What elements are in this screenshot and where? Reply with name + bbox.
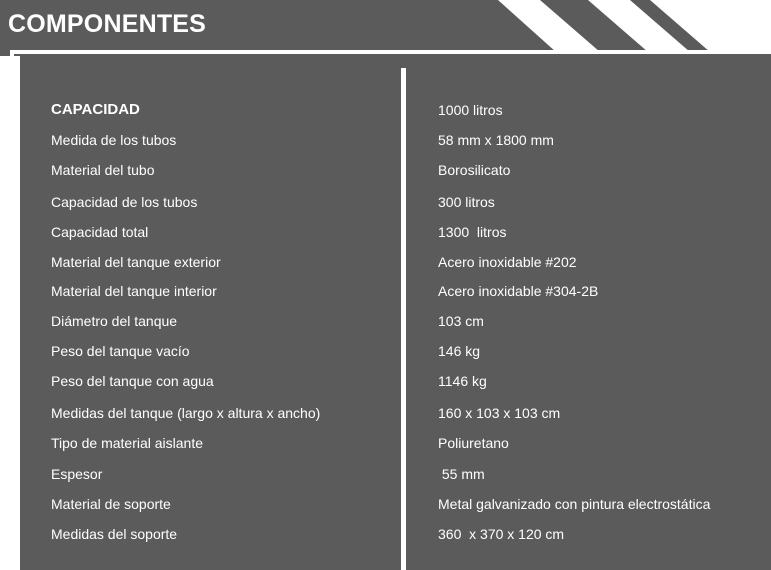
spec-row — [0, 129, 771, 151]
spec-row — [0, 402, 771, 424]
spec-label: CAPACIDAD — [51, 101, 140, 118]
spec-row — [0, 370, 771, 392]
spec-label: Material del tanque exterior — [51, 254, 221, 270]
spec-value: 55 mm — [438, 466, 485, 482]
spec-value: 1300 litros — [438, 224, 507, 240]
spec-label: Tipo de material aislante — [51, 435, 204, 451]
spec-row — [0, 280, 771, 302]
spec-label: Peso del tanque con agua — [51, 373, 214, 389]
spec-row — [0, 493, 771, 515]
spec-value: 58 mm x 1800 mm — [438, 132, 554, 148]
spec-row-capacidad — [0, 99, 771, 121]
spec-label: Material del tanque interior — [51, 283, 217, 299]
spec-label: Peso del tanque vacío — [51, 343, 190, 359]
spec-label: Capacidad total — [51, 224, 149, 240]
spec-value: 300 litros — [438, 194, 495, 210]
spec-value: 160 x 103 x 103 cm — [438, 405, 561, 421]
spec-row — [0, 523, 771, 545]
spec-value: 1000 litros — [438, 102, 503, 118]
spec-label: Medida de los tubos — [51, 132, 177, 148]
spec-value: 360 x 370 x 120 cm — [438, 526, 565, 542]
spec-value: 103 cm — [438, 313, 484, 329]
page-title: COMPONENTES — [8, 10, 207, 38]
spec-value: Acero inoxidable #202 — [438, 254, 577, 270]
spec-label: Diámetro del tanque — [51, 313, 178, 329]
spec-value: 146 kg — [438, 343, 481, 359]
spec-row — [0, 159, 771, 181]
spec-label: Capacidad de los tubos — [51, 194, 198, 210]
panel-top-border — [14, 50, 771, 54]
spec-value: 1146 kg — [438, 373, 487, 389]
spec-label: Material del tubo — [51, 162, 155, 178]
spec-label: Material de soporte — [51, 496, 171, 512]
spec-row — [0, 251, 771, 273]
spec-label: Espesor — [51, 466, 103, 482]
spec-row — [0, 191, 771, 213]
spec-value: Metal galvanizado con pintura electrostática — [438, 496, 711, 512]
spec-row — [0, 310, 771, 332]
spec-value: Borosilicato — [438, 162, 511, 178]
spec-label: Medidas del tanque (largo x altura x ancho) — [51, 405, 321, 421]
spec-row — [0, 463, 771, 485]
spec-row — [0, 432, 771, 454]
spec-value: Poliuretano — [438, 435, 509, 451]
spec-value: Acero inoxidable #304-2B — [438, 283, 599, 299]
spec-row — [0, 221, 771, 243]
spec-label: Medidas del soporte — [51, 526, 178, 542]
spec-row — [0, 340, 771, 362]
